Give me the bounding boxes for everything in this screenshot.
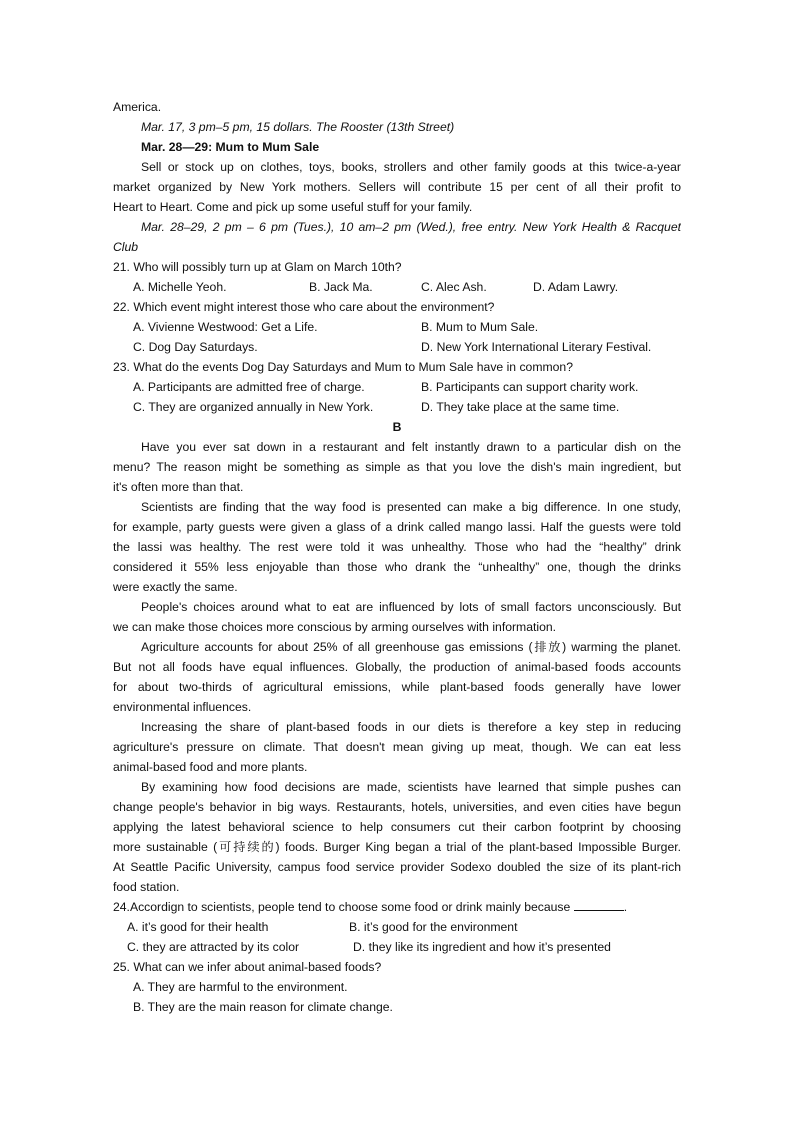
option-d: D. they like its ingredient and how it’s presented <box>353 940 611 954</box>
event-info: Club <box>113 240 139 254</box>
passage-text: market organized by New York mothers. Sellers will contribute 15 per cent of all their profit to <box>113 180 681 194</box>
option-b: B. Participants can support charity work. <box>421 380 639 394</box>
question-options <box>113 377 681 397</box>
passage-text: People's choices around what to eat are influenced by lots of small factors unconsciously. But <box>141 600 681 614</box>
option-c: C. They are organized annually in New York. <box>133 400 374 414</box>
event-title: Mar. 28—29: Mum to Mum Sale <box>141 140 320 154</box>
option-c: C. Alec Ash. <box>421 280 487 294</box>
option-c: C. Dog Day Saturdays. <box>133 340 258 354</box>
question-options <box>113 397 681 417</box>
exam-page <box>113 97 681 1017</box>
option-a: A. They are harmful to the environment. <box>133 980 348 994</box>
question-stem: 23. What do the events Dog Day Saturdays and Mum to Mum Sale have in common? <box>113 360 573 374</box>
event-info: Mar. 28–29, 2 pm – 6 pm (Tues.), 10 am–2 pm (Wed.), free entry. New York Health & Racquet <box>141 220 681 234</box>
passage-text: Sell or stock up on clothes, toys, books, strollers and other family goods at this twice-a-year <box>141 160 681 174</box>
question-options <box>113 337 681 357</box>
event-info: Mar. 17, 3 pm–5 pm, 15 dollars. The Rooster (13th Street) <box>141 120 455 134</box>
option-b: B. They are the main reason for climate change. <box>133 1000 393 1014</box>
option-d: D. New York International Literary Festival. <box>421 340 652 354</box>
passage-text: considered it 55% less enjoyable than those who drank the “unhealthy” one, though the drinks <box>113 560 681 574</box>
passage-text: for example, party guests were given a glass of a drink called mango lassi. Half the guests were told <box>113 520 681 534</box>
passage-text: were exactly the same. <box>113 580 238 594</box>
question-stem: 21. Who will possibly turn up at Glam on March 10th? <box>113 260 402 274</box>
passage-text: Heart to Heart. Come and pick up some useful stuff for your family. <box>113 200 473 214</box>
question-stem-text: 24.Accordign to scientists, people tend to choose some food or drink mainly because <box>113 900 571 914</box>
passage-text: food station. <box>113 880 180 894</box>
question-options <box>113 937 681 957</box>
passage-text: Have you ever sat down in a restaurant and felt instantly drawn to a particular dish on the <box>141 440 681 454</box>
passage-text: change people's behavior in big ways. Restaurants, hotels, universities, and even cities have begun <box>113 800 681 814</box>
passage-text: applying the latest behavioral science to help consumers cut their carbon footprint by choosing <box>113 820 681 834</box>
passage-text: Scientists are finding that the way food is presented can make a big difference. In one study, <box>141 500 681 514</box>
passage-text: But not all foods have equal influences. Globally, the production of animal-based foods accounts <box>113 660 681 674</box>
passage-text: environmental influences. <box>113 700 252 714</box>
option-a: A. Michelle Yeoh. <box>133 280 227 294</box>
passage-text: for about two-thirds of agricultural emissions, while plant-based foods generally have lower <box>113 680 681 694</box>
option-d: D. Adam Lawry. <box>533 280 619 294</box>
passage-text: Agriculture accounts for about 25% of all greenhouse gas emissions (排放) warming the planet. <box>141 640 681 654</box>
question-stem: 22. Which event might interest those who care about the environment? <box>113 300 495 314</box>
option-a: A. Vivienne Westwood: Get a Life. <box>133 320 318 334</box>
passage-text: animal-based food and more plants. <box>113 760 308 774</box>
passage-text: it's often more than that. <box>113 480 244 494</box>
section-heading: B <box>392 420 402 434</box>
question-options <box>113 317 681 337</box>
question-stem <box>113 897 681 917</box>
option-a: A. it’s good for their health <box>127 920 269 934</box>
option-b: B. Jack Ma. <box>309 280 373 294</box>
question-options <box>113 997 681 1017</box>
option-d: D. They take place at the same time. <box>421 400 620 414</box>
passage-text: Increasing the share of plant-based foods in our diets is therefore a key step in reducing <box>141 720 681 734</box>
option-a: A. Participants are admitted free of charge. <box>133 380 365 394</box>
passage-text: more sustainable (可持续的) foods. Burger King began a trial of the plant-based Impossible Burger. <box>113 840 681 854</box>
question-stem-end: . <box>623 900 628 914</box>
passage-text: agriculture's pressure on climate. That doesn't mean giving up meat, though. We can eat less <box>113 740 681 754</box>
question-options <box>113 977 681 997</box>
question-options <box>113 917 681 937</box>
option-b: B. Mum to Mum Sale. <box>421 320 539 334</box>
passage-text: we can make those choices more conscious by arming ourselves with information. <box>113 620 557 634</box>
option-c: C. they are attracted by its color <box>127 940 300 954</box>
passage-text: the lassi was healthy. The rest were told it was unhealthy. Those who had the “healthy” drink <box>113 540 681 554</box>
question-options <box>113 277 681 297</box>
passage-text: menu? The reason might be something as simple as that you love the dish's main ingredient, but <box>113 460 681 474</box>
answer-blank <box>574 898 624 911</box>
question-stem: 25. What can we infer about animal-based foods? <box>113 960 382 974</box>
option-b: B. it’s good for the environment <box>349 920 518 934</box>
passage-text: America. <box>113 100 162 114</box>
passage-text: By examining how food decisions are made, scientists have learned that simple pushes can <box>141 780 681 794</box>
passage-text: At Seattle Pacific University, campus food service provider Sodexo doubled the size of its plant-rich <box>113 860 681 874</box>
